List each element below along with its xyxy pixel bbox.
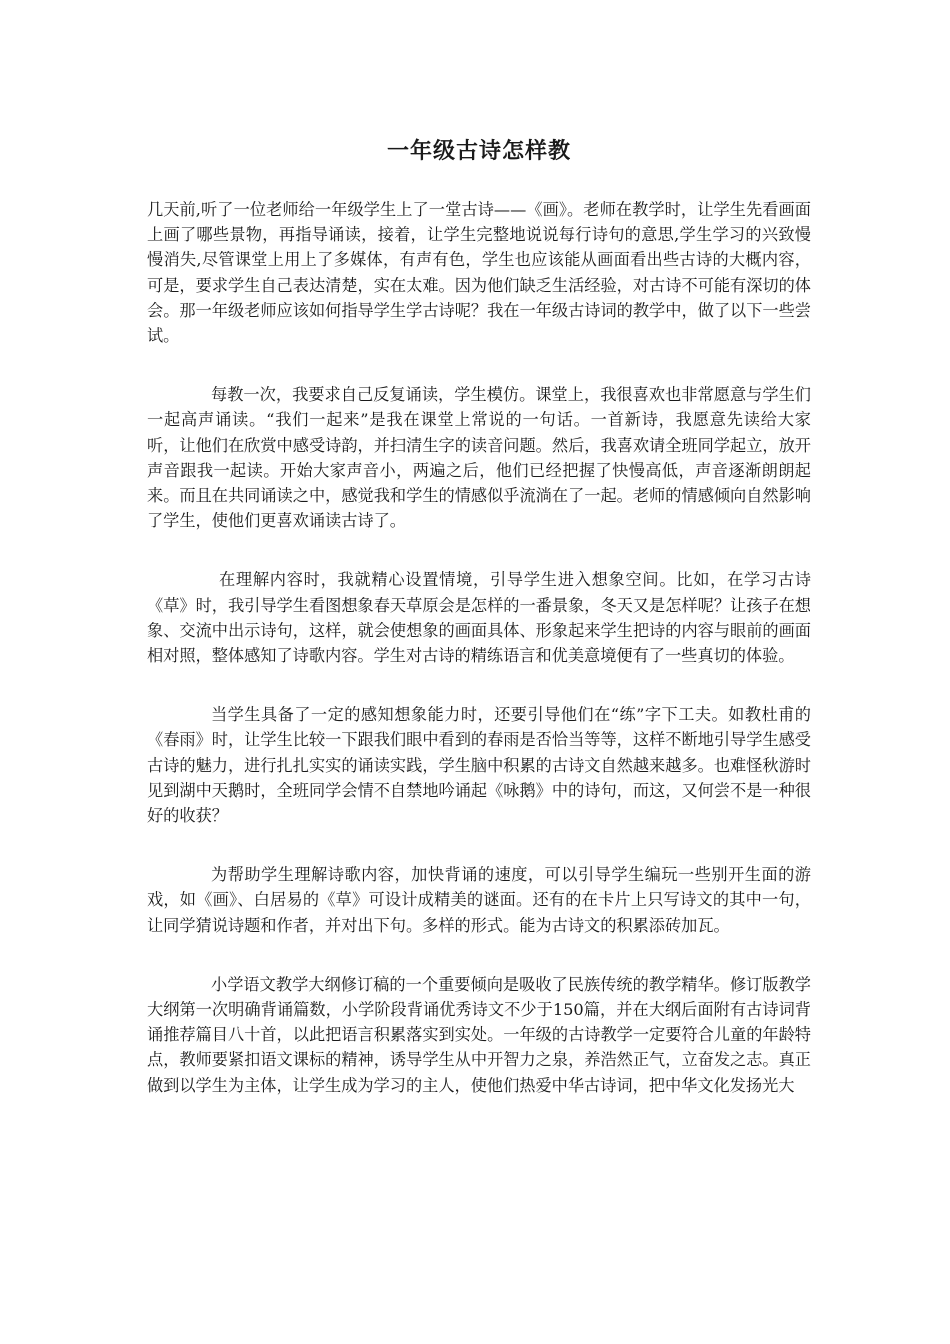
paragraph-imagination: 在理解内容时，我就精心设置情境，引导学生进入想象空间。比如，在学习古诗《草》时，我引导学生看图想象春天草原会是怎样的一番景象，冬天又是怎样呢？让孩子在想象、交流中出示诗句，这样，就会使想象的画面具体、形象起来学生把诗的内容与眼前的画面相对照，整体感知了诗歌内容。学生对古诗的精练语言和优美意境便有了一些真切的体验。: [147, 570, 811, 666]
paragraph-practice: 当学生具备了一定的感知想象能力时，还要引导他们在“练”字下工夫。如教杜甫的《春雨》时，让学生比较一下跟我们眼中看到的春雨是否恰当等等，这样不断地引导学生感受古诗的魅力，进行扎扎实实的诵读实践，学生脑中积累的古诗文自然越来越多。也难怪秋游时见到湖中天鹅时，全班同学会情不自禁地吟诵起《咏鹅》中的诗句，而这，又何尝不是一种很好的收获？: [147, 705, 811, 826]
paragraph-curriculum: 小学语文教学大纲修订稿的一个重要倾向是吸收了民族传统的教学精华。修订版教学大纲第一次明确背诵篇数，小学阶段背诵优秀诗文不少于150篇，并在大纲后面附有古诗词背诵推荐篇目八十首，以此把语言积累落实到实处。一年级的古诗教学一定要符合儿童的年龄特点，教师要紧扣语文课标的精神，诱导学生从中开智力之泉，养浩然正气，立奋发之志。真正做到以学生为主体，让学生成为学习的主人，使他们热爱中华古诗词，把中华文化发扬光大: [147, 974, 811, 1095]
paragraph-recitation: 每教一次，我要求自己反复诵读，学生模仿。课堂上，我很喜欢也非常愿意与学生们一起高声诵读。“我们一起来”是我在课堂上常说的一句话。一首新诗，我愿意先读给大家听，让他们在欣赏中感受诗韵，并扫清生字的读音问题。然后，我喜欢请全班同学起立，放开声音跟我一起读。开始大家声音小，两遍之后，他们已经把握了快慢高低，声音逐渐朗朗起来。而且在共同诵读之中，感觉我和学生的情感似乎流淌在了一起。老师的情感倾向自然影响了学生，使他们更喜欢诵读古诗了。: [147, 385, 811, 531]
document-page: [147, 0, 811, 1098]
paragraph-intro: 几天前,听了一位老师给一年级学生上了一堂古诗——《画》。老师在教学时，让学生先看画面上画了哪些景物，再指导诵读，接着，让学生完整地说说每行诗句的意思,学生学习的兴致慢慢消失,尽管课堂上用上了多媒体，有声有色，学生也应该能从画面看出些古诗的大概内容，可是，要求学生自己表达清楚，实在太难。因为他们缺乏生活经验，对古诗不可能有深切的体会。那一年级老师应该如何指导学生学古诗呢？我在一年级古诗词的教学中，做了以下一些尝试。: [147, 200, 811, 346]
document-title: 一年级古诗怎样教: [386, 138, 571, 164]
paragraph-games: 为帮助学生理解诗歌内容，加快背诵的速度，可以引导学生编玩一些别开生面的游戏，如《画》、白居易的《草》可设计成精美的谜面。还有的在卡片上只写诗文的其中一句，让同学猜说诗题和作者，并对出下句。多样的形式。能为古诗文的积累添砖加瓦。: [147, 865, 811, 935]
